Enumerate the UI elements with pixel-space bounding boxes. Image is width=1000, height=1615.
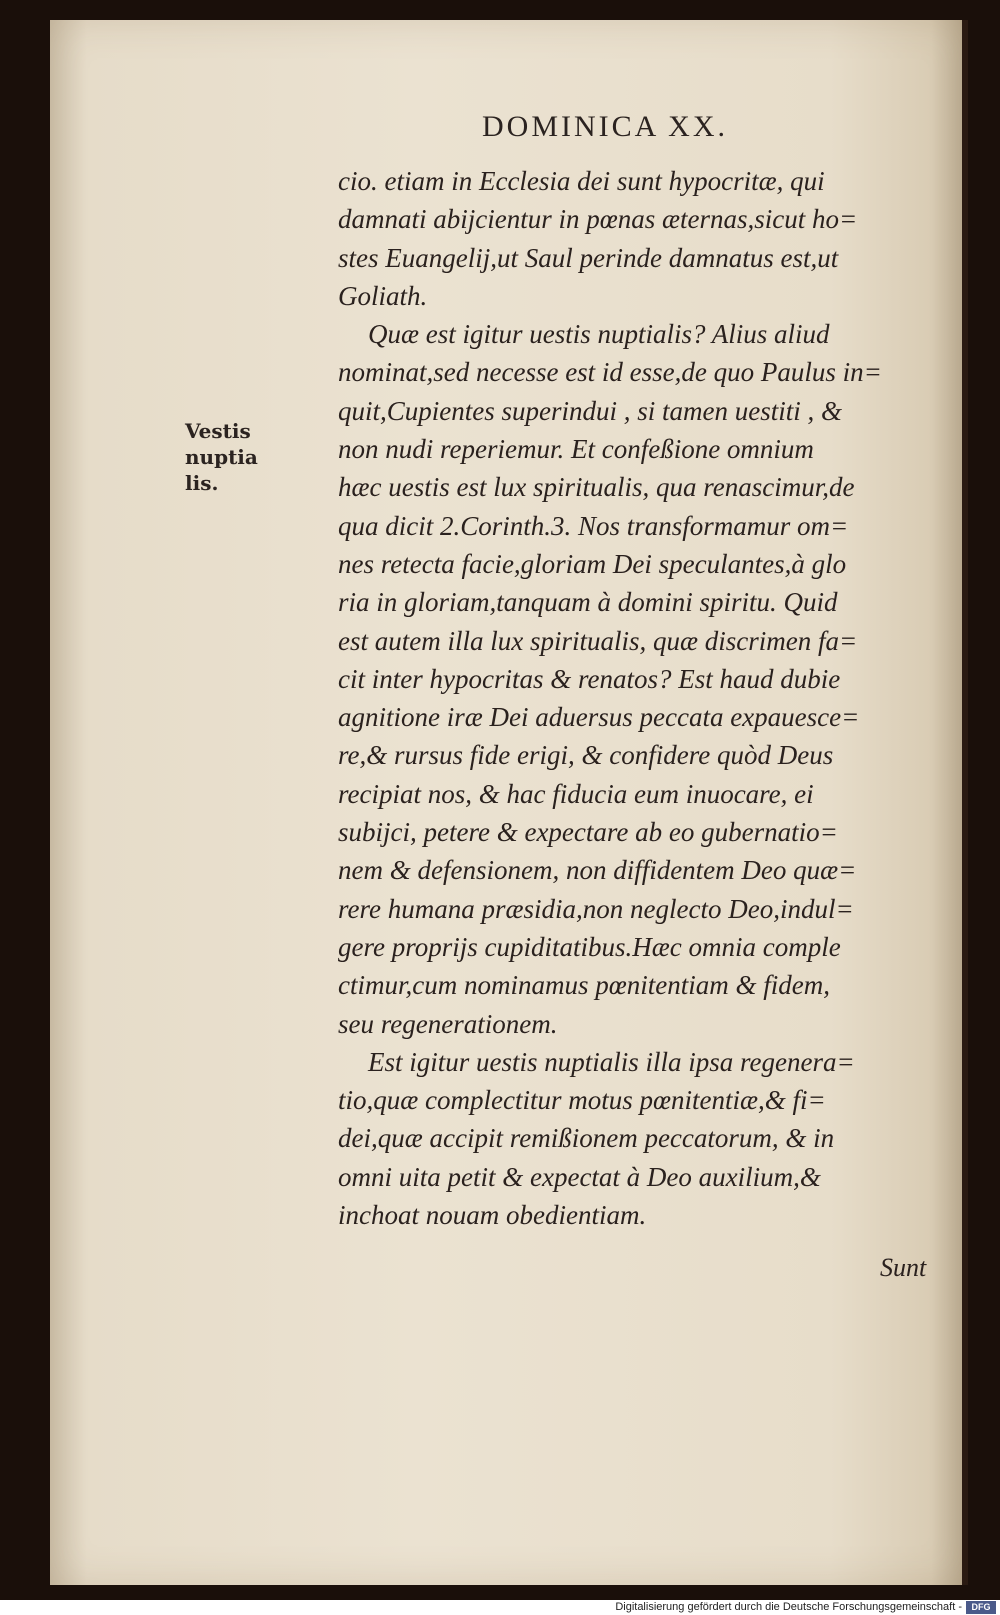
text-line: nem & defensionem, non diffidentem Deo quæ= xyxy=(338,855,857,886)
text-line: ria in gloriam,tanquam à domini spiritu. Quid xyxy=(338,587,838,618)
footer-bar xyxy=(0,1600,1000,1615)
page-edge xyxy=(962,20,968,1585)
text-line: non nudi reperiemur. Et confeßione omnium xyxy=(338,434,814,465)
text-line: quit,Cupientes superindui , si tamen uestiti , & xyxy=(338,395,842,426)
text-line: rere humana præsidia,non neglecto Deo,indul= xyxy=(338,893,854,924)
text-line: nes retecta facie,gloriam Dei speculantes,à glo xyxy=(338,548,847,579)
text-line: inchoat nouam obedientiam. xyxy=(338,1200,647,1231)
footer-credit: Digitalisierung gefördert durch die Deutsche Forschungsgemeinschaft - xyxy=(615,1601,962,1613)
text-line: re,& rursus fide erigi, & confidere quòd Deus xyxy=(338,740,834,771)
marginal-note xyxy=(185,418,325,496)
text-line: ctimur,cum nominamus pœnitentiam & fidem, xyxy=(338,970,830,1001)
text-line: Goliath. xyxy=(338,280,428,311)
text-line: stes Euangelij,ut Saul perinde damnatus est,ut xyxy=(338,242,839,273)
marginal-note-line: Vestis nuptia xyxy=(185,419,258,469)
text-line: omni uita petit & expectat à Deo auxilium,& xyxy=(338,1161,821,1192)
text-line: damnati abijcientur in pœnas æternas,sicut ho= xyxy=(338,204,858,235)
text-line: agnitione iræ Dei aduersus peccata expauesce= xyxy=(338,702,860,733)
body-text xyxy=(338,162,934,1234)
text-line: recipiat nos, & hac fiducia eum inuocare, ei xyxy=(338,778,814,809)
text-line: subijci, petere & expectare ab eo gubernatio= xyxy=(338,817,838,848)
catchword: Sunt xyxy=(880,1253,927,1282)
text-line: tio,quæ complectitur motus pœnitentiæ,& fi= xyxy=(338,1085,826,1116)
text-line: qua dicit 2.Corinth.3. Nos transformamur om= xyxy=(338,510,849,541)
text-line: Quæ est igitur uestis nuptialis? Alius aliud xyxy=(368,319,830,350)
text-line: dei,quæ accipit remißionem peccatorum, & in xyxy=(338,1123,835,1154)
text-line: gere proprijs cupiditatibus.Hæc omnia comple xyxy=(338,931,841,962)
text-line: cio. etiam in Ecclesia dei sunt hypocritæ, qui xyxy=(338,166,825,196)
text-line: est autem illa lux spiritualis, quæ discrimen fa= xyxy=(338,625,858,656)
text-line: hæc uestis est lux spiritualis, qua renascimur,de xyxy=(338,472,855,503)
running-head: DOMINICA XX. xyxy=(482,110,728,143)
text-line: cit inter hypocritas & renatos? Est haud dubie xyxy=(338,663,841,694)
text-line: nominat,sed necesse est id esse,de quo Paulus in= xyxy=(338,357,882,388)
text-line: seu regenerationem. xyxy=(338,1008,558,1039)
marginal-note-line: lis. xyxy=(185,471,219,495)
dfg-logo: DFG xyxy=(966,1601,996,1614)
text-line: Est igitur uestis nuptialis illa ipsa regenera= xyxy=(368,1046,855,1077)
